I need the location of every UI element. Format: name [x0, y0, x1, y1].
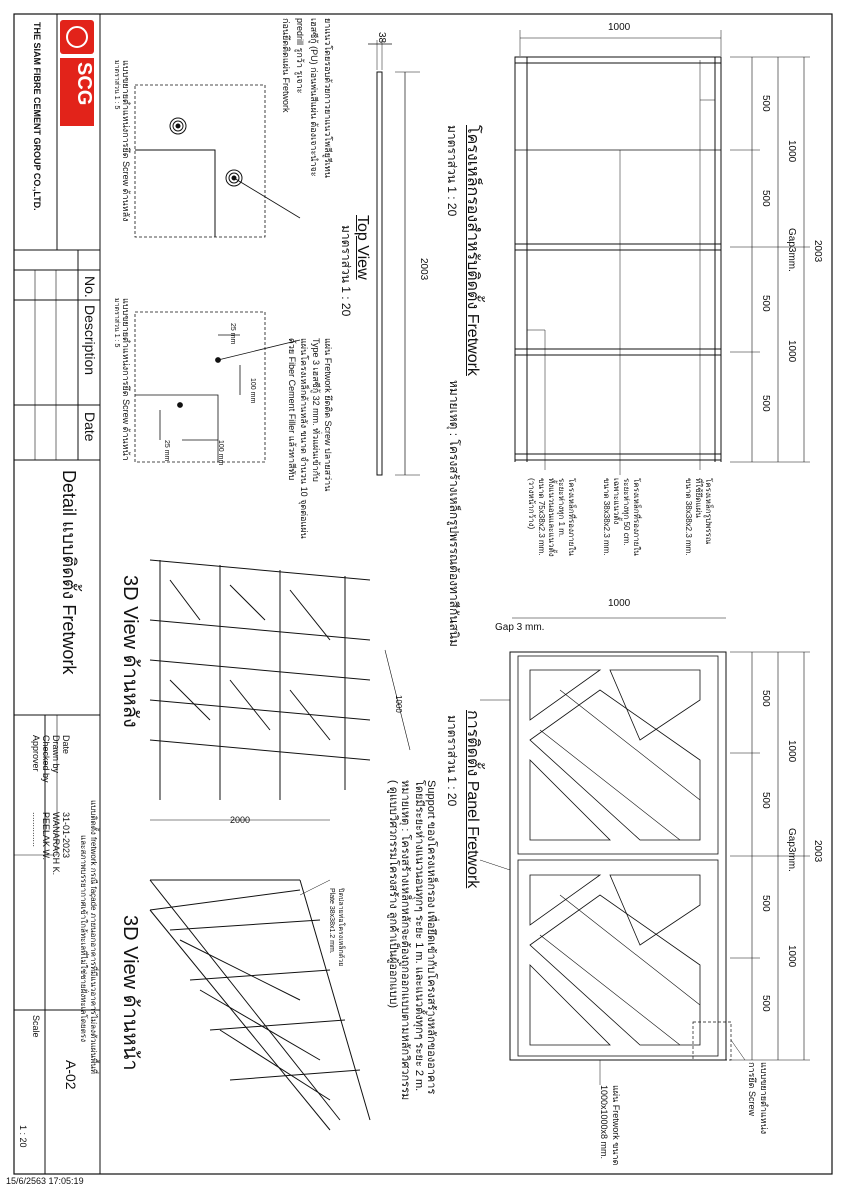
- 3d-dim-2000: 2000: [230, 815, 251, 825]
- frame-callout-7: ขนาด 38x38x2.3 mm.: [602, 478, 611, 556]
- note-tl-3: predrill รูกว้า รูเจาะ: [295, 18, 305, 94]
- panel-dim-1000: 1000: [608, 598, 631, 609]
- panel-note-main-2: ( ดูแบบวิศวกรรมโครงสร้าง ลูกค้าเป็นผู้ออกแบบ): [387, 780, 399, 1008]
- panel-elevation: [480, 618, 810, 1085]
- frame-callout-9: ระยะห่างทุก 1 m.: [557, 478, 566, 538]
- scale-value: 1 : 20: [18, 1125, 28, 1148]
- panel-note-support: Support ของโครงเหล็กรอง เพื่อยึดเข้ากับโครงสร้างหลักของอาคาร: [425, 780, 437, 1095]
- panel-dim-500-c: 500: [760, 895, 771, 912]
- screw-detail-back-scale: มาตราส่วน 1 : 5: [113, 60, 120, 110]
- date-label: Date: [61, 735, 71, 755]
- frame-dim-500-d: 500: [760, 395, 771, 412]
- frame-callout-10: ทั้งแนวนอนและแนวตั้ง: [547, 478, 556, 557]
- top-view-strip: [368, 40, 420, 475]
- frame-callout-8: โครงเหล็กที่รองภายใน: [567, 478, 576, 556]
- approver-value: ..............: [31, 812, 41, 848]
- frame-scale: มาตราส่วน 1 : 20: [445, 125, 459, 217]
- detail-dim-25-top: 25 mm: [229, 323, 236, 345]
- panel-detail-callout-1: แบบขยายตำแหน่ง: [759, 1062, 769, 1135]
- drawn-label: Drawn by: [51, 735, 61, 774]
- frame-dim-1000-a: 1000: [786, 140, 797, 163]
- panel-note-main: หมายเหตุ : โครงสร้างเหล็กหลักจะต้องถูกออกแบบตามหลักวิศวกรรม: [399, 780, 411, 1101]
- frame-callout-12: (วางหน้ากว้าง): [527, 478, 536, 530]
- panel-dim-1000-b: 1000: [786, 945, 797, 968]
- drawn-value: WANARACH K.: [51, 812, 61, 876]
- panel-dim-500-d: 500: [760, 995, 771, 1012]
- screw-detail-back-label: แบบขยายตำแหน่งการยึด Screw ด้านหลัง: [121, 60, 131, 222]
- frame-dim-500-a: 500: [760, 95, 771, 112]
- frame-callout-1: โครงเหล็กรูปพรรณ: [704, 478, 713, 545]
- top-view-note-1: แผ่น Fretwork ยึดติด Screw ปลายสว่าน: [323, 338, 333, 492]
- top-view-note-2: Type 3 เฮสซีกู้ 32 mm. ทั่วแผ่นเข้ากับ: [311, 338, 321, 482]
- detail-dim-100-v: 100 mm: [249, 378, 256, 404]
- checked-value: PEELAK W.: [41, 812, 51, 861]
- frame-gap: Gap3mm.: [786, 228, 797, 272]
- frame-callout-5: ระยะห่างทุก 50 cm.: [622, 478, 631, 546]
- panel-dim-2003: 2003: [812, 840, 823, 863]
- note-tl-1: ยาแนวโดยรอบด้วยกาวยาแนวโพลียูรีเทน: [323, 18, 333, 178]
- 3d-view-front-title: 3D View ด้านหน้า: [119, 915, 141, 1071]
- table-header-description: Description: [82, 305, 98, 376]
- plate-note-1: ปิดปลายท่อโครงเหล็กด้วย: [337, 888, 344, 967]
- note-tl-2: เฮสซีกู้ (PU) ก่อนพ่นสีแผ่น ต้องเจาะนำจะ: [309, 18, 319, 177]
- frame-dim-1000: 1000: [608, 22, 631, 33]
- top-view-scale: มาตราส่วน 1 : 20: [339, 225, 353, 317]
- frame-callout-2: ที่ใช้ยึดแผ่น: [694, 478, 703, 518]
- top-view-dim-2003: 2003: [418, 258, 429, 281]
- frame-title: โครงเหล็กรองสำหรับติดตั้ง Fretwork: [464, 125, 481, 376]
- top-view-dim-38: 38: [376, 32, 387, 44]
- frame-callout-3: ขนาด 38x38x2.3 mm.: [684, 478, 693, 556]
- scale-label: Scale: [31, 1015, 41, 1038]
- panel-gap-top: Gap 3 mm.: [495, 622, 545, 633]
- checked-label: Checked by: [41, 735, 51, 783]
- screw-detail-back: [135, 85, 300, 237]
- panel-detail-callout-2: การยึด Screw: [747, 1062, 757, 1116]
- screw-detail-front-scale: มาตราส่วน 1 : 5: [113, 298, 120, 348]
- company-name: THE SIAM FIBRE CEMENT GROUP CO.,LTD.: [32, 22, 42, 211]
- print-timestamp: 15/6/2563 17:05:19: [6, 1176, 84, 1186]
- note-tl-4: ก่อนยึดติดแผ่น Fretwork: [281, 18, 291, 113]
- approver-label: Approver: [31, 735, 41, 772]
- top-view-note-4: ด้วย Fiber Cement Filler แล้วทาสีทับ: [287, 338, 297, 481]
- 3d-view-back-title: 3D View ด้านหลัง: [119, 575, 141, 728]
- frame-dim-500-c: 500: [760, 295, 771, 312]
- panel-title: การติดตั้ง Panel Fretwork: [464, 710, 481, 889]
- panel-note-support-2: โดยมีระยะห่างแนวนอนทุกๆ ระยะ 1 m. และแนวตั้งทุกๆ ระยะ 2 m.: [413, 780, 425, 1092]
- date-value: 31-01-2023: [61, 812, 71, 859]
- table-header-no: No.: [82, 276, 98, 298]
- sheet-number: A-02: [63, 1060, 79, 1090]
- frame-callout-4: โครงเหล็กที่รองภายใน: [632, 478, 641, 556]
- panel-callout-1: แผ่น Fretwork ขนาด: [611, 1085, 621, 1166]
- detail-dim-25-bottom: 25 mm: [163, 440, 170, 462]
- top-view-title: Top View: [354, 215, 371, 280]
- drawing-title: Detail แบบติดตั้ง Fretwork: [59, 470, 79, 675]
- frame-dim-2003: 2003: [812, 240, 823, 263]
- 3d-dim-1000: 1000: [394, 695, 403, 713]
- frame-callout-6: เฉพาะแนวตั้ง: [612, 478, 621, 525]
- detail-dim-100-h: 100 mm: [217, 440, 224, 466]
- table-header-date: Date: [82, 412, 98, 442]
- panel-gap: Gap3mm.: [786, 828, 797, 872]
- panel-callout-2: 1000x1000x8 mm.: [599, 1085, 609, 1160]
- frame-callout-11: ขนาด 75x38x2.3 mm.: [537, 478, 546, 556]
- panel-dim-1000-a: 1000: [786, 740, 797, 763]
- description-line-2: และสภาพบรรยากาศเข้าใกล้ทะเลที่ไม่ใช่ชายฝั่งทะเลโดยตรง: [79, 835, 88, 1042]
- panel-dim-500-a: 500: [760, 690, 771, 707]
- panel-scale: มาตราส่วน 1 : 20: [445, 715, 459, 807]
- screw-detail-front-label: แบบขยายตำแหน่งการยึด Screw ด้านหน้า: [121, 298, 131, 461]
- top-view-note-3: แผ่นโครงเหล็กด้านหลัง ขนาด จำนวน 10 จุดต่อแผ่น: [299, 338, 309, 539]
- 3d-view-back: [150, 560, 410, 820]
- plate-note-2: Plate 38x38x1.2 mm.: [328, 888, 335, 954]
- description-line-1: แบบติดตั้ง fretwork กรณี façade ภายนอกอาคารที่มีแนวอาคารไม่ลงตัวแผ่นพื้นที่: [89, 800, 98, 1074]
- panel-dim-500-b: 500: [760, 792, 771, 809]
- frame-note: หมายเหตุ : โครงสร้างเหล็กรูปพรรณต้องทาสีกันสนิม: [447, 380, 461, 647]
- frame-dim-500-b: 500: [760, 190, 771, 207]
- brand-name: SCG: [73, 62, 95, 106]
- frame-dim-1000-b: 1000: [786, 340, 797, 363]
